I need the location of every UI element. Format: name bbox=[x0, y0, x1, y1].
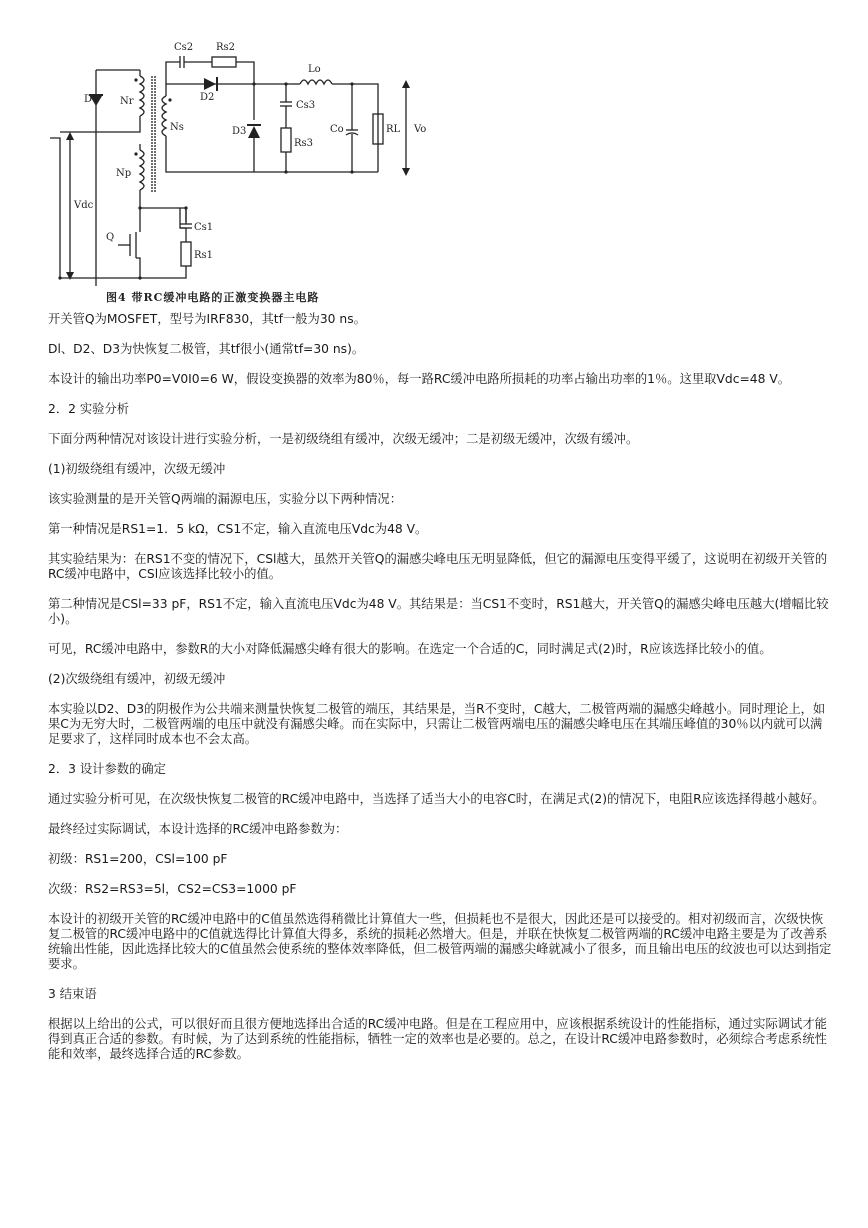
paragraph: Dl、D2、D3为快恢复二极管，其tf很小(通常tf=30 ns)。 bbox=[48, 342, 365, 356]
paragraph: 该实验测量的是开关管Q两端的漏源电压，实验分以下两种情况： bbox=[48, 492, 402, 506]
article-body bbox=[48, 312, 832, 1077]
label-rs2: Rs2 bbox=[216, 42, 236, 53]
label-rl: RL bbox=[386, 124, 401, 135]
paragraph: 根据以上给出的公式，可以很好而且很方便地选择出合适的RC缓冲电路。但是在工程应用中，应该根据系统设计的性能指标，通过实际调试才能得到真正合适的参数。有时候，为了达到系统的性能指标，牺牲一定的效率也是必要的。总之，在设计RC缓冲电路参数时，必须综合考虑系统性能和效率，最终选择合适的RC参数。 bbox=[48, 1017, 827, 1061]
label-d: D bbox=[84, 94, 93, 105]
paragraph: 其实验结果为：在RS1不变的情况下，CSl越大，虽然开关管Q的漏感尖峰电压无明显降低，但它的漏源电压变得平缓了，这说明在初级开关管的RC缓冲电路中，CSl应该选择比较小的值。 bbox=[48, 552, 828, 581]
label-co: Co bbox=[330, 124, 344, 135]
label-cs3: Cs3 bbox=[296, 100, 316, 111]
circuit-labels bbox=[73, 42, 426, 261]
paragraph: 第一种情况是RS1=1．5 kΩ，CS1不定，输入直流电压Vdc为48 V。 bbox=[48, 522, 428, 536]
paragraph: 最终经过实际调试，本设计选择的RC缓冲电路参数为： bbox=[48, 822, 348, 836]
paragraph: 次级：RS2=RS3=5l，CS2=CS3=1000 pF bbox=[48, 882, 297, 896]
label-np: Np bbox=[116, 168, 132, 179]
paragraph: 可见，RC缓冲电路中，参数R的大小对降低漏感尖峰有很大的影响。在选定一个合适的C，同时满足式(2)时，R应该选择比较小的值。 bbox=[48, 642, 772, 656]
label-d3: D3 bbox=[232, 126, 247, 137]
paragraph: 第二种情况是CSl=33 pF，RS1不定，输入直流电压Vdc为48 V。其结果是：当CS1不变时，RS1越大，开关管Q的漏感尖峰电压越大(增幅比较小)。 bbox=[48, 597, 829, 626]
paragraph: 初级：RS1=200，CSl=100 pF bbox=[48, 852, 228, 866]
section-heading: 3 结束语 bbox=[48, 987, 97, 1001]
circuit-diagram bbox=[40, 36, 440, 288]
subsection-heading: (1)初级绕组有缓冲，次级无缓冲 bbox=[48, 462, 226, 476]
paragraph: 本设计的初级开关管的RC缓冲电路中的C值虽然选得稍微比计算值大一些，但损耗也不是很大，因此还是可以接受的。相对初级而言，次级快恢复二极管的RC缓冲电路中的C值就选得比计算值大得多，系统的损耗必然增大。但是，并联在快恢复二极管两端的RC缓冲电路主要是为了改善系统输出性能，因此选择比较大的C值虽然会使系统的整体效率降低，但二极管两端的漏感尖峰就减小了很多，而且输出电压的纹波也可以达到指定要求。 bbox=[48, 912, 832, 971]
label-vo: Vo bbox=[414, 124, 427, 135]
paragraph: 开关管Q为MOSFET，型号为IRF830，其tf一般为30 ns。 bbox=[48, 312, 366, 326]
paragraph: 下面分两种情况对该设计进行实验分析，一是初级绕组有缓冲，次级无缓冲；二是初级无缓冲，次级有缓冲。 bbox=[48, 432, 639, 446]
paragraph: 通过实验分析可见，在次级快恢复二极管的RC缓冲电路中，当选择了适当大小的电容C时，在满足式(2)的情况下，电阻R应该选择得越小越好。 bbox=[48, 792, 825, 806]
label-ns: Ns bbox=[170, 122, 184, 133]
label-lo: Lo bbox=[308, 64, 321, 75]
label-nr: Nr bbox=[120, 96, 134, 107]
label-rs1: Rs1 bbox=[194, 250, 214, 261]
figure-caption: 图4 带RC缓冲电路的正激变换器主电路 bbox=[106, 291, 320, 304]
label-d2: D2 bbox=[200, 92, 215, 103]
paragraph: 本实验以D2、D3的阴极作为公共端来测量快恢复二极管的端压，其结果是，当R不变时，C越大，二极管两端的漏感尖峰越小。同时理论上，如果C为无穷大时，二极管两端的电压中就没有漏感尖峰。而在实际中，只需让二极管两端电压的漏感尖峰电压在其端压峰值的30％以内就可以满足要求了，这样同时成本也不会太高。 bbox=[48, 702, 826, 746]
label-cs2: Cs2 bbox=[174, 42, 194, 53]
paragraph: 本设计的输出功率P0=V0I0=6 W，假设变换器的效率为80％，每一路RC缓冲电路所损耗的功率占输出功率的1％。这里取Vdc=48 V。 bbox=[48, 372, 791, 386]
label-q: Q bbox=[106, 232, 115, 243]
label-cs1: Cs1 bbox=[194, 222, 214, 233]
section-heading: 2．2 实验分析 bbox=[48, 402, 130, 416]
section-heading: 2．3 设计参数的确定 bbox=[48, 762, 166, 776]
label-rs3: Rs3 bbox=[294, 138, 314, 149]
label-vdc: Vdc bbox=[74, 200, 94, 211]
circuit-symbols bbox=[58, 77, 410, 280]
subsection-heading: (2)次级绕组有缓冲，初级无缓冲 bbox=[48, 672, 226, 686]
